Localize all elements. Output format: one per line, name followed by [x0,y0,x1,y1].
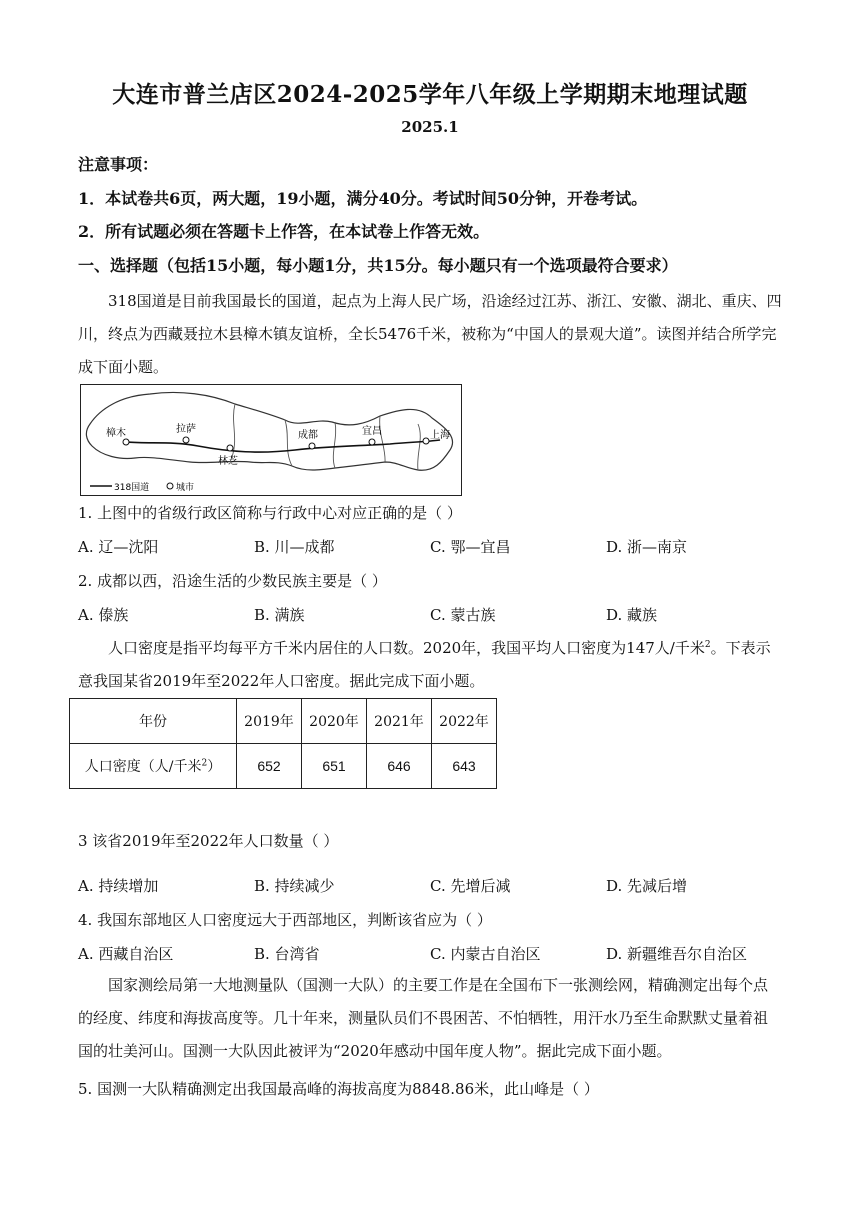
superscript: 2 [201,758,208,769]
q2-option-b[interactable]: B. 满族 [254,606,305,624]
question-4-stem: 4. 我国东部地区人口密度远大于西部地区，判断该省应为（ ） [78,911,492,929]
city-marker-zhangmu [123,439,129,445]
table-value: 646 [367,744,432,789]
table-value: 651 [302,744,367,789]
passage-318-road: 318国道是目前我国最长的国道，起点为上海人民广场，沿途经过江苏、浙江、安徽、湖北、重庆、四川，终点为西藏聂拉木县樟木镇友谊桥，全长5476千米，被称为“中国人的景观大道”。读图并结合所学完成下面小题。 [78,292,782,376]
page-title: 大连市普兰店区2024-2025学年八年级上学期期末地理试题 [112,81,748,108]
q4-option-a[interactable]: A. 西藏自治区 [78,945,174,963]
superscript: 2 [704,640,711,650]
city-marker-yichang [369,439,375,445]
table-value: 652 [237,744,302,789]
passage-population-line1 [108,637,771,658]
city-label: 成都 [298,430,318,441]
exam-date: 2025.1 [401,118,459,136]
q2-option-d[interactable]: D. 藏族 [606,606,658,624]
section-heading: 一、选择题（包括15小题，每小题1分，共15分。每小题只有一个选项最符合要求） [78,256,678,275]
q3-option-c[interactable]: C. 先增后减 [430,877,511,895]
passage-survey-team: 国家测绘局第一大地测量队（国测一大队）的主要工作是在全国布下一张测绘网，精确测定出每个点的经度、纬度和海拔高度等。几十年来，测量队员们不畏困苦、不怕牺牲，用汗水乃至生命默默丈量着祖国的壮美河山。国测一大队因此被评为“2020年感动中国年度人物”。据此完成下面小题。 [78,976,769,1060]
table-year: 2022年 [432,699,497,744]
table-year: 2019年 [237,699,302,744]
city-label: 林芝 [218,456,238,467]
q3-option-a[interactable]: A. 持续增加 [78,877,159,895]
row-label-tail: ） [207,759,222,775]
question-5-stem: 5. 国测一大队精确测定出我国最高峰的海拔高度为8848.86米，此山峰是（ ） [78,1080,599,1098]
q3-option-b[interactable]: B. 持续减少 [254,877,335,895]
table-year: 2020年 [302,699,367,744]
table-year: 2021年 [367,699,432,744]
q1-option-b[interactable]: B. 川—成都 [254,538,335,556]
row-label-text: 人口密度（人/千米 [84,759,202,775]
legend-city-symbol [167,483,173,489]
city-label: 宜昌 [362,426,382,437]
q2-option-a[interactable]: A. 傣族 [78,606,129,624]
city-label: 上海 [430,430,450,441]
city-label: 拉萨 [176,424,196,435]
q1-option-d[interactable]: D. 浙—南京 [606,538,688,556]
question-3-stem: 3 该省2019年至2022年人口数量（ ） [78,832,339,850]
q2-option-c[interactable]: C. 蒙古族 [430,606,496,624]
legend-road-label: 318国道 [114,483,150,493]
notice-item-1: 1．本试卷共6页，两大题，19小题，满分40分。考试时间50分钟，开卷考试。 [78,189,648,208]
q4-option-b[interactable]: B. 台湾省 [254,945,320,963]
city-marker-lhasa [183,437,189,443]
q4-option-d[interactable]: D. 新疆维吾尔自治区 [606,945,748,963]
passage-population-line2: 意我国某省2019年至2022年人口密度。据此完成下面小题。 [78,672,485,690]
route-map [80,384,462,496]
population-density-table [69,698,497,789]
table-header-label: 年份 [70,699,237,744]
city-marker-chengdu [309,443,315,449]
q1-option-c[interactable]: C. 鄂—宜昌 [430,538,511,556]
q1-option-a[interactable]: A. 辽—沈阳 [78,538,159,556]
table-row [70,744,497,789]
city-label: 樟木 [106,428,126,439]
passage-population-text: 人口密度是指平均每平方千米内居住的人口数。2020年，我国平均人口密度为147人/千米 [108,639,705,657]
question-2-stem: 2. 成都以西，沿途生活的少数民族主要是（ ） [78,572,387,590]
city-marker-shanghai [423,438,429,444]
table-row [70,699,497,744]
passage-population-tail: 。下表示 [710,639,771,657]
notice-item-2: 2．所有试题必须在答题卡上作答，在本试卷上作答无效。 [78,222,490,241]
notice-heading: 注意事项： [78,155,159,174]
question-1-stem: 1. 上图中的省级行政区简称与行政中心对应正确的是（ ） [78,504,462,522]
q4-option-c[interactable]: C. 内蒙古自治区 [430,945,541,963]
city-marker-nyingchi [227,445,233,451]
q3-option-d[interactable]: D. 先减后增 [606,877,688,895]
table-row-label [70,744,237,789]
table-value: 643 [432,744,497,789]
legend-city-label: 城市 [176,483,195,493]
